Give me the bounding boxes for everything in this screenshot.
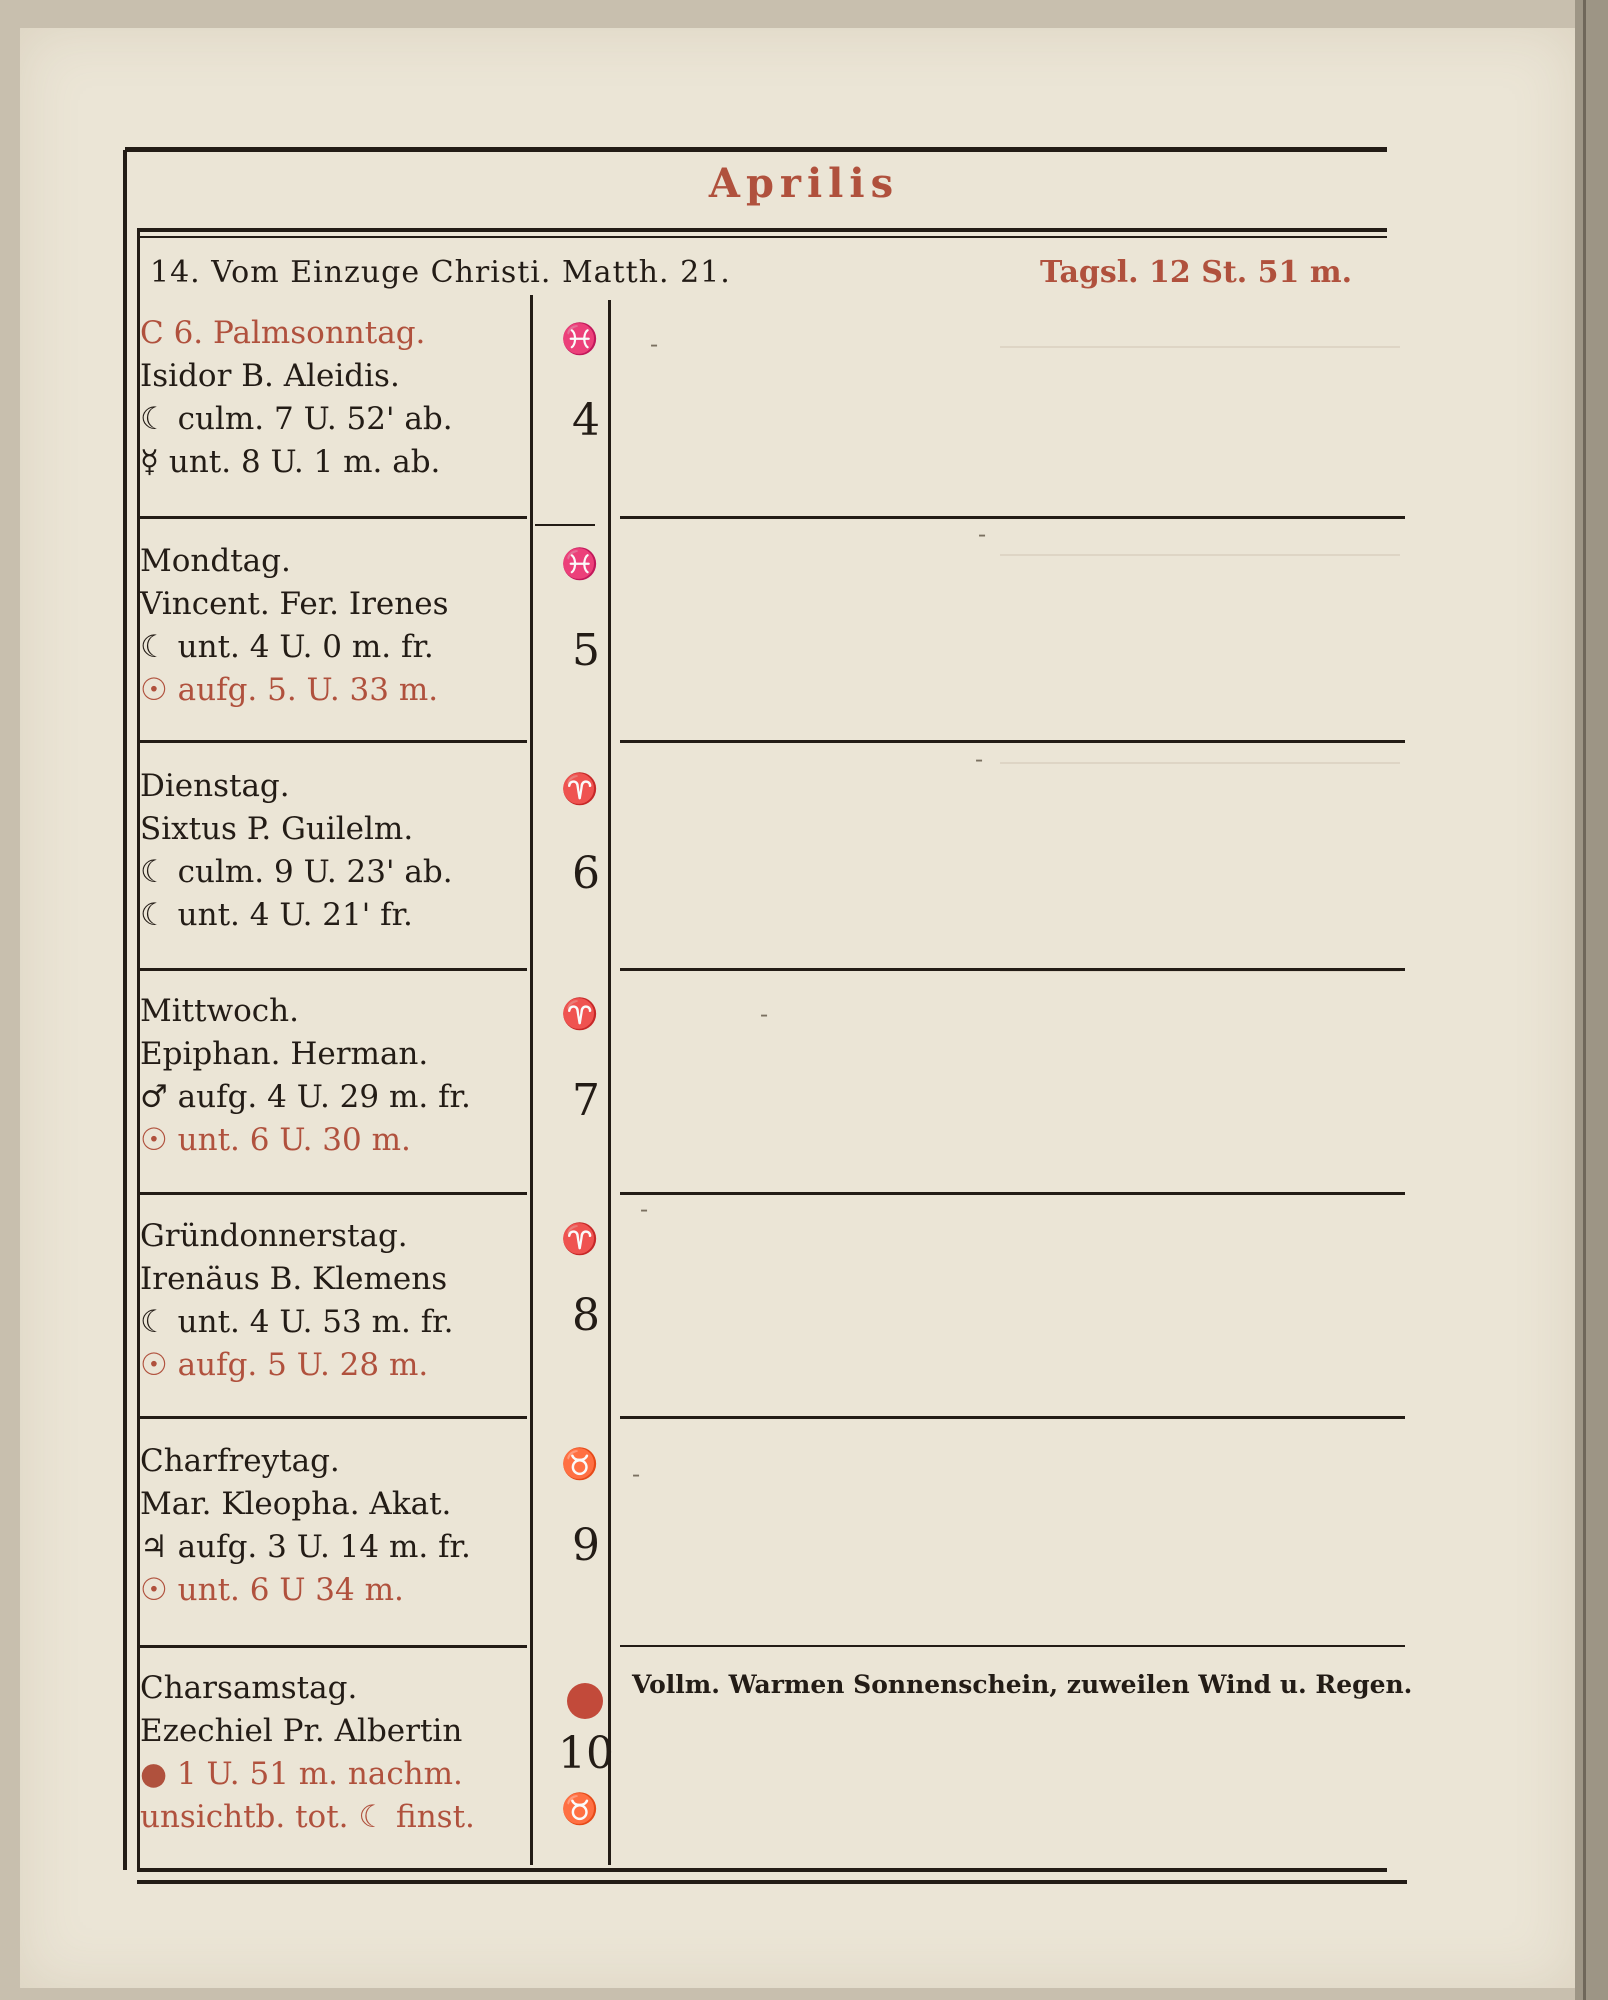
day-entry [140, 765, 522, 937]
day-line: ☉ aufg. 5. U. 33 m. [140, 672, 439, 708]
row-separator [535, 524, 595, 526]
title-under-rule-thin [137, 236, 1387, 238]
row-separator [620, 1416, 1405, 1419]
day-number: 6 [572, 848, 600, 899]
top-border-rule [125, 147, 1387, 152]
day-line: ● 1 U. 51 m. nachm. [140, 1756, 463, 1792]
zodiac-sign-icon: ♈ [561, 772, 599, 807]
row-separator [620, 740, 1405, 743]
day-line: ☉ unt. 6 U 34 m. [140, 1572, 404, 1608]
day-line: Mar. Kleopha. Akat. [140, 1486, 452, 1522]
day-line: Sixtus P. Guilelm. [140, 811, 414, 847]
row-separator [620, 968, 1405, 971]
day-line: Vincent. Fer. Irenes [140, 586, 449, 622]
zodiac-sign-icon: ♈ [561, 997, 599, 1032]
day-line: ☉ aufg. 5 U. 28 m. [140, 1347, 429, 1383]
weather-placeholder-dash: - [975, 745, 984, 773]
outer-left-border [123, 150, 127, 1870]
day-line: ☾ unt. 4 U. 53 m. fr. [140, 1304, 454, 1340]
zodiac-sign-icon: ♈ [561, 1222, 599, 1257]
day-number: 10 [558, 1728, 614, 1779]
row-separator [620, 1192, 1405, 1195]
day-line: ☾ culm. 7 U. 52' ab. [140, 401, 453, 437]
row-separator [137, 740, 527, 743]
title-under-rule [137, 228, 1387, 232]
day-line: ☾ unt. 4 U. 21' fr. [140, 897, 413, 933]
day-line: unsichtb. tot. ☾ finst. [140, 1799, 475, 1835]
day-line: Dienstag. [140, 768, 290, 804]
day-entry [140, 1215, 522, 1387]
bottom-rule-2 [137, 1880, 1407, 1884]
day-entry [140, 312, 522, 484]
gospel-reading: 14. Vom Einzuge Christi. Matth. 21. [150, 255, 731, 290]
name-column-divider [530, 295, 533, 1865]
row-separator [620, 516, 1405, 519]
day-line: Epiphan. Herman. [140, 1036, 429, 1072]
zodiac-sign-icon: ♓ [561, 322, 599, 357]
day-number: 5 [572, 625, 600, 676]
weather-placeholder-dash: - [650, 330, 659, 358]
day-entry [140, 990, 522, 1162]
zodiac-sign-icon: ♉ [561, 1792, 599, 1827]
day-line: ♂ aufg. 4 U. 29 m. fr. [140, 1079, 471, 1115]
day-line: ☿ unt. 8 U. 1 m. ab. [140, 444, 441, 480]
bottom-rule-1 [137, 1868, 1387, 1872]
day-entry [140, 540, 522, 712]
day-line: ☉ unt. 6 U. 30 m. [140, 1122, 411, 1158]
day-line: ☾ unt. 4 U. 0 m. fr. [140, 629, 434, 665]
day-line: Charfreytag. [140, 1443, 340, 1479]
day-number: 8 [572, 1290, 600, 1341]
day-line: ☾ culm. 9 U. 23' ab. [140, 854, 453, 890]
zodiac-sign-icon: ♓ [561, 547, 599, 582]
day-line: Isidor B. Aleidis. [140, 358, 400, 394]
day-line: Ezechiel Pr. Albertin [140, 1713, 463, 1749]
day-line: C 6. Palmsonntag. [140, 315, 426, 351]
day-line: Mittwoch. [140, 993, 299, 1029]
full-moon-icon [567, 1683, 603, 1719]
row-separator [137, 1416, 527, 1419]
bleed-through-ghost [1000, 290, 1400, 972]
day-line: Mondtag. [140, 543, 291, 579]
weather-placeholder-dash: - [760, 1000, 769, 1028]
day-line: ♃ aufg. 3 U. 14 m. fr. [140, 1529, 471, 1565]
day-number: 4 [572, 395, 600, 446]
day-number: 9 [572, 1520, 600, 1571]
weather-placeholder-dash: - [978, 520, 987, 548]
adjacent-page-edge [1575, 0, 1608, 2000]
row-separator [620, 1645, 1405, 1647]
zodiac-sign-icon: ♉ [561, 1447, 599, 1482]
day-entry [140, 1667, 522, 1839]
month-title: Aprilis [708, 160, 900, 207]
day-length: Tagsl. 12 St. 51 m. [1040, 255, 1353, 290]
row-separator [137, 1192, 527, 1195]
day-entry [140, 1440, 522, 1612]
day-line: Charsamstag. [140, 1670, 358, 1706]
day-number: 7 [572, 1075, 600, 1126]
row-separator [137, 1645, 527, 1648]
weather-placeholder-dash: - [632, 1460, 641, 1488]
row-separator [137, 968, 527, 971]
row-separator [137, 516, 527, 519]
day-line: Gründonnerstag. [140, 1218, 408, 1254]
weather-placeholder-dash: - [640, 1195, 649, 1223]
day-line: Irenäus B. Klemens [140, 1261, 448, 1297]
weather-note: Vollm. Warmen Sonnenschein, zuweilen Wind u. Regen. [632, 1670, 1413, 1699]
